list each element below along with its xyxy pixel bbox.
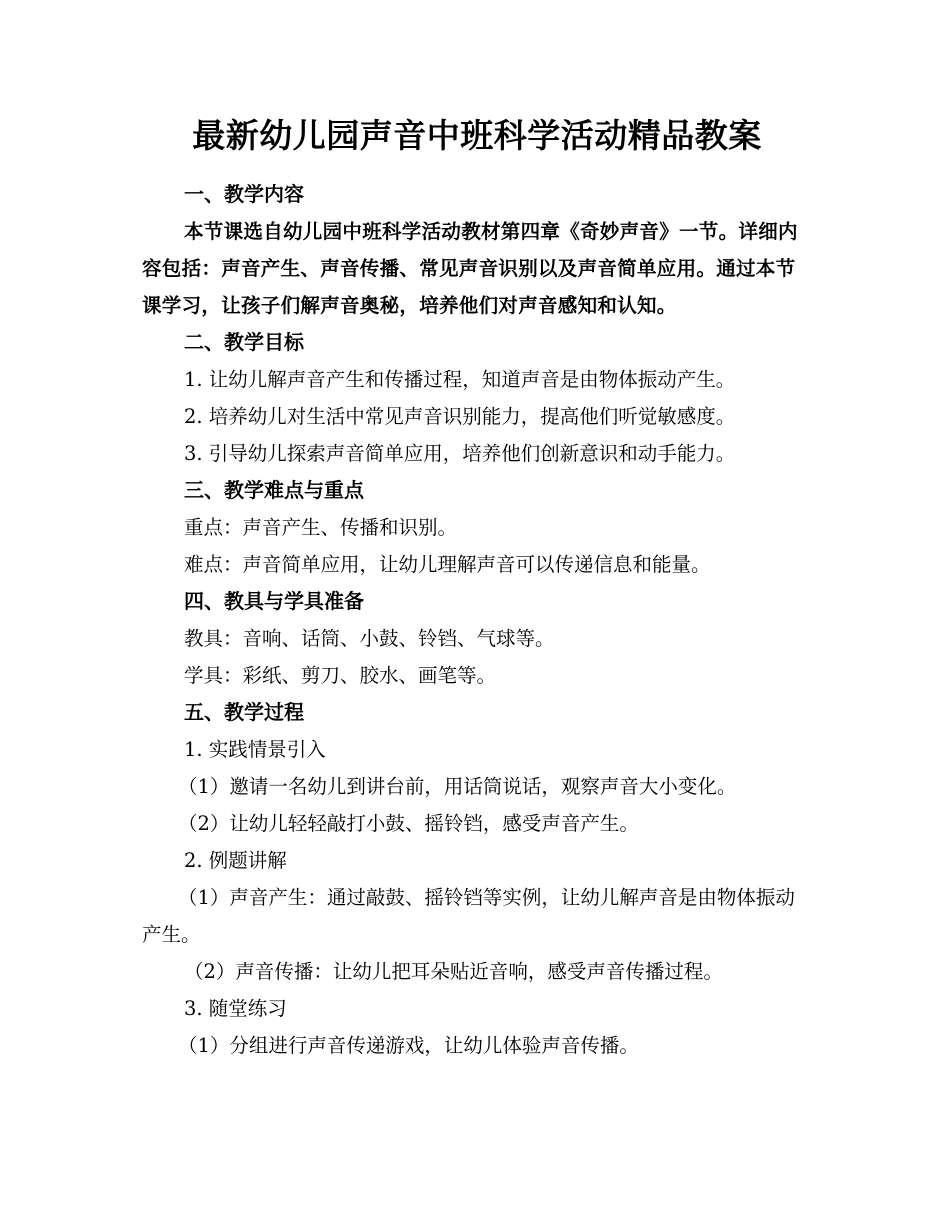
document-body — [142, 114, 812, 1064]
goal-item: 3. 引导幼儿探索声音简单应用，培养他们创新意识和动手能力。 — [184, 442, 736, 465]
difficult-point-item: 难点：声音简单应用，让幼儿理解声音可以传递信息和能量。 — [184, 553, 711, 576]
student-materials-item: 学具：彩纸、剪刀、胶水、画笔等。 — [184, 664, 497, 687]
process-substep: （1）邀请一名幼儿到讲台前，用话筒说话，观察声音大小变化。 — [178, 775, 737, 798]
teacher-materials-item: 教具：音响、话筒、小鼓、铃铛、气球等。 — [184, 627, 555, 650]
section-heading-teaching-goals: 二、教学目标 — [184, 330, 304, 354]
key-point-item: 重点：声音产生、传播和识别。 — [184, 516, 458, 539]
section-heading-teaching-content: 一、教学内容 — [184, 182, 304, 206]
process-substep: （2）让幼儿轻轻敲打小鼓、摇铃铛，感受声音产生。 — [178, 812, 639, 835]
process-substep: （2）声音传播：让幼儿把耳朵贴近音响，感受声音传播过程。 — [184, 960, 723, 983]
goal-item: 1. 让幼儿解声音产生和传播过程，知道声音是由物体振动产生。 — [184, 368, 736, 391]
process-step-label: 2. 例题讲解 — [184, 849, 287, 872]
section-heading-key-difficult-points: 三、教学难点与重点 — [184, 478, 364, 502]
process-substep: （1）分组进行声音传递游戏，让幼儿体验声音传播。 — [178, 1034, 639, 1057]
section-heading-teaching-process: 五、教学过程 — [184, 700, 304, 724]
section-heading-materials: 四、教具与学具准备 — [184, 589, 364, 613]
section-intro-paragraph: 本节课选自幼儿园中班科学活动教材第四章《奇妙声音》一节。详细内容包括：声音产生、声音传播、常见声音识别以及声音简单应用。通过本节课学习，让孩子们解声音奥秘，培养他们对声音感知和认知。 — [142, 220, 798, 317]
document-title: 最新幼儿园声音中班科学活动精品教案 — [192, 116, 762, 155]
process-substep: （1）声音产生：通过敲鼓、摇铃铛等实例，让幼儿解声音是由物体振动产生。 — [142, 886, 795, 946]
goal-item: 2. 培养幼儿对生活中常见声音识别能力，提高他们听觉敏感度。 — [184, 405, 736, 428]
process-step-label: 1. 实践情景引入 — [184, 738, 326, 761]
process-step-label: 3. 随堂练习 — [184, 997, 287, 1020]
